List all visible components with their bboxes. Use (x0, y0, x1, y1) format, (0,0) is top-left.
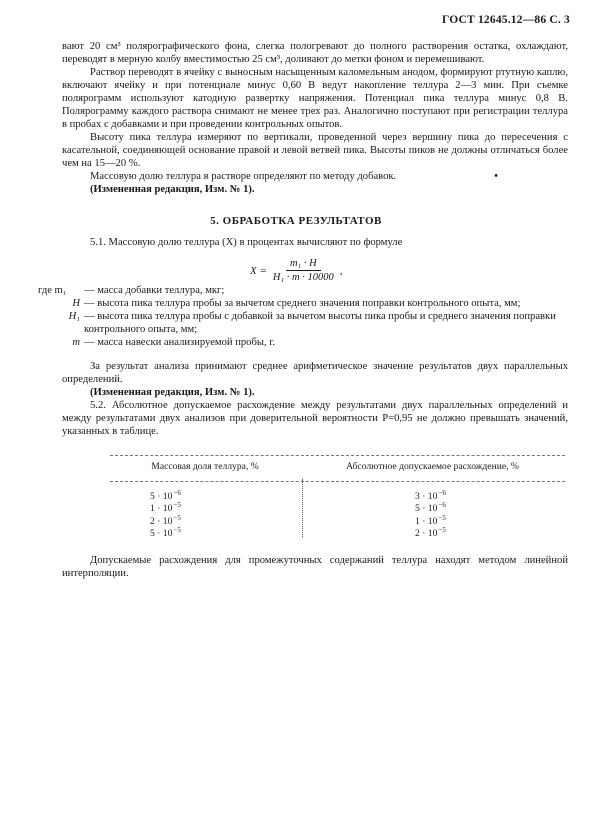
table-row (110, 502, 565, 515)
cell-exponent: −5 (438, 513, 446, 522)
table-header-rule (110, 481, 565, 482)
tolerance-table (110, 455, 565, 539)
definition-text: — высота пика теллура пробы с добавкой за вычетом высоты пика пробы и среднего значения поправки контрольного опыта, мм; (84, 311, 556, 335)
formula-denominator: H₁ · m · 10000 (272, 272, 334, 283)
intro-paragraph-2: Раствор переводят в ячейку с выносным насыщенным каломельным анодом, формируют ртутную каплю, включают ячейку и при потенциале минус 0,60 В ведут накопление теллура 2—3 мин. При съемке полярограмм используют катодную развертку напряжения. Потенциал пика теллура минус 0,8 В. Полярограмму каждого раствора снимают не менее трех раз. Аналогично поступают при регистрации теллура в пробах с добавками и при проведении контрольных опытов. (62, 67, 568, 130)
formula-fraction (273, 258, 334, 283)
amendment-note-1: (Измененная редакция, Изм. № 1). (90, 184, 255, 195)
cell-exponent: −5 (173, 526, 181, 535)
definition-symbol: H₁ (68, 311, 80, 322)
table-cell (110, 526, 300, 539)
intro-block (62, 40, 568, 196)
cell-exponent: −6 (438, 501, 446, 510)
section-title: 5. ОБРАБОТКА РЕЗУЛЬТАТОВ (210, 215, 382, 227)
cell-exponent: −6 (438, 488, 446, 497)
formula (250, 258, 342, 283)
table-cell (110, 501, 300, 514)
intro-paragraph-3: Высоту пика теллура измеряют по вертикали, проведенной через вершину пика до пересечения с касательной, соединяющей основание правой и левой ветвей пика. Высоты пиков не должны отличаться более чем на 15—20 %. (62, 132, 568, 169)
table-row (110, 514, 565, 527)
definition-item (38, 297, 568, 310)
table-cell (110, 514, 300, 527)
cell-base: 1 · 10 (415, 515, 438, 527)
intro-paragraph-1: вают 20 см³ полярографического фона, слегка пологревают до полного растворения остатка, охлаждают, переводят в мерную колбу вместимостью 25 см³, доливают до метки фоном и перемешивают. (62, 41, 568, 65)
table-header-cell: Массовая доля теллура, % (151, 461, 259, 472)
definition-text: — масса навески анализируемой пробы, г. (84, 337, 276, 348)
definition-text: — высота пика теллура пробы за вычетом среднего значения поправки контрольного опыта, мм; (84, 298, 521, 309)
definition-text: — масса добавки теллура, мкг; (84, 285, 225, 296)
cell-exponent: −5 (173, 513, 181, 522)
definition-symbol: H (72, 298, 80, 309)
cell-exponent: −6 (173, 488, 181, 497)
definition-symbol: m (72, 337, 80, 348)
table-cell (300, 526, 565, 539)
cell-base: 5 · 10 (150, 490, 173, 502)
interpolation-note: Допускаемые расхождения для промежуточных содержаний теллура находят методом линейной интерполяции. (62, 555, 568, 579)
result-block (62, 360, 568, 438)
table-cell (300, 514, 565, 527)
table-top-rule (110, 455, 565, 456)
table-cell (300, 501, 565, 514)
cell-base: 2 · 10 (150, 515, 173, 527)
table-header-cell: Абсолютное допускаемое расхождение, % (346, 461, 519, 472)
definition-item (38, 336, 568, 349)
intro-paragraph-4-text: Массовую долю теллура в растворе определяют по методу добавок. (90, 171, 397, 182)
cell-base: 5 · 10 (150, 528, 173, 540)
cell-base: 5 · 10 (415, 503, 438, 515)
cell-exponent: −5 (438, 526, 446, 535)
result-paragraph: За результат анализа принимают среднее арифметическое значение результатов двух параллельных определений. (62, 361, 568, 385)
formula-numerator: m₁ · H (286, 258, 321, 271)
definition-item (38, 284, 568, 297)
definition-item (38, 310, 568, 336)
definition-symbol: где m₁ (38, 285, 67, 296)
intro-paragraph-4 (62, 170, 568, 183)
stray-dot: • (494, 171, 498, 182)
table-column-divider (302, 479, 303, 537)
table-cell (300, 489, 565, 502)
definitions-list (38, 284, 568, 349)
cell-base: 2 · 10 (415, 528, 438, 540)
cell-base: 1 · 10 (150, 503, 173, 515)
s51-text: 5.1. Массовую долю теллура (X) в процентах вычисляют по формуле (90, 237, 403, 248)
table-row (110, 489, 565, 502)
formula-lhs: X = (250, 264, 267, 277)
amendment-note-2: (Измененная редакция, Изм. № 1). (90, 387, 255, 398)
formula-comma: , (339, 264, 343, 277)
s51-block (62, 236, 568, 249)
table-header-row (110, 455, 565, 477)
footer-block (62, 554, 568, 580)
cell-exponent: −5 (173, 501, 181, 510)
page-header: ГОСТ 12645.12—86 С. 3 (442, 14, 570, 26)
table-cell (110, 489, 300, 502)
s52-text: 5.2. Абсолютное допускаемое расхождение между результатами двух параллельных определений и между результатами двух анализов при доверительной вероятности P=0,95 не должно превышать значений, указанных в таблице. (62, 400, 568, 437)
cell-base: 3 · 10 (415, 490, 438, 502)
table-row (110, 527, 565, 540)
